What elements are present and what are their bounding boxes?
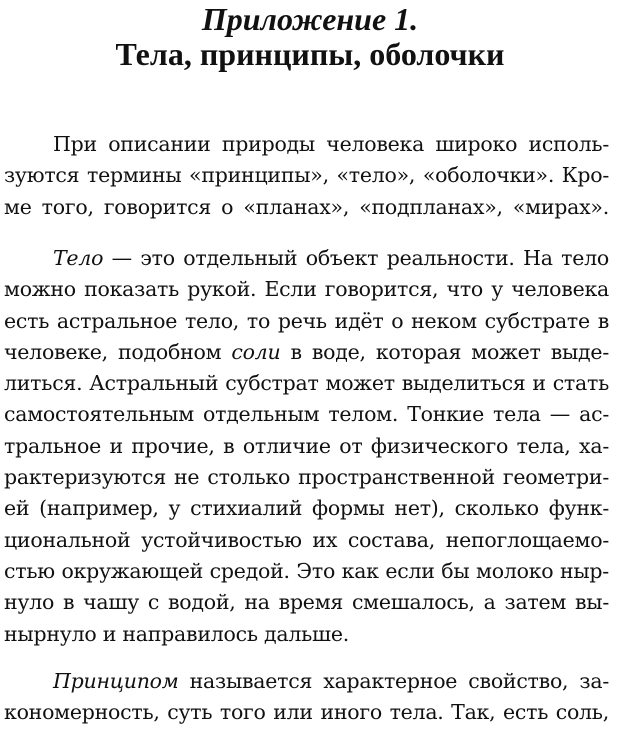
text-line — [4, 337, 609, 368]
italic-term-salt: соли — [231, 339, 281, 364]
text-line: можно показать рукой. Если говорится, что у человека — [4, 277, 609, 302]
text-line: тральное и прочие, в отличие от физического тела, ха- — [4, 433, 609, 458]
paragraph-principle — [4, 666, 609, 729]
text-line: При описании природы человека широко исполь- — [53, 132, 609, 156]
paragraph-body — [4, 243, 609, 650]
appendix-number-heading: Приложение 1. — [201, 1, 419, 37]
text-line: нуло в чашу с водой, на время смешалось, а затем вы- — [4, 590, 609, 615]
text-fragment: называется характерное свойство, за- — [178, 669, 609, 693]
text-fragment: человеке, подобном — [4, 339, 232, 364]
text-line: самостоятельным отдельным телом. Тонкие тела — ас- — [4, 402, 609, 427]
text-line: ме того, говорится о «планах», «подпланах», «мирах». — [4, 194, 609, 219]
text-line: зуются термины «принципы», «тело», «оболочки». Кро- — [4, 163, 609, 188]
text-line: стью окружающей средой. Это как если бы молоко ныр- — [4, 558, 609, 583]
text-line: рактеризуются не столько пространственной геометри- — [4, 465, 609, 490]
text-line — [4, 243, 609, 274]
italic-term-body: Тело — [53, 246, 104, 270]
text-line: литься. Астральный субстрат может выделиться и стать — [4, 371, 609, 396]
appendix-title-heading: Тела, принципы, оболочки — [115, 36, 505, 72]
text-line: кономерность, суть того или иного тела. Так, есть соль, — [4, 700, 609, 725]
text-fragment: — это отдельный объект реальности. На тело — [103, 246, 609, 270]
paragraph-terms — [4, 129, 609, 223]
text-line: ей (например, у стихиалий формы нет), сколько функ- — [4, 496, 609, 521]
italic-term-principle: Принципом — [53, 669, 179, 693]
text-line: циональной устойчивостью их состава, непоглощаемо- — [4, 527, 609, 552]
text-line — [4, 666, 609, 697]
text-line: нырнуло и направилось дальше. — [4, 621, 349, 646]
text-line: есть астральное тело, то речь идёт о неком субстрате в — [4, 308, 609, 333]
text-fragment: в воде, которая может выде- — [280, 339, 609, 364]
